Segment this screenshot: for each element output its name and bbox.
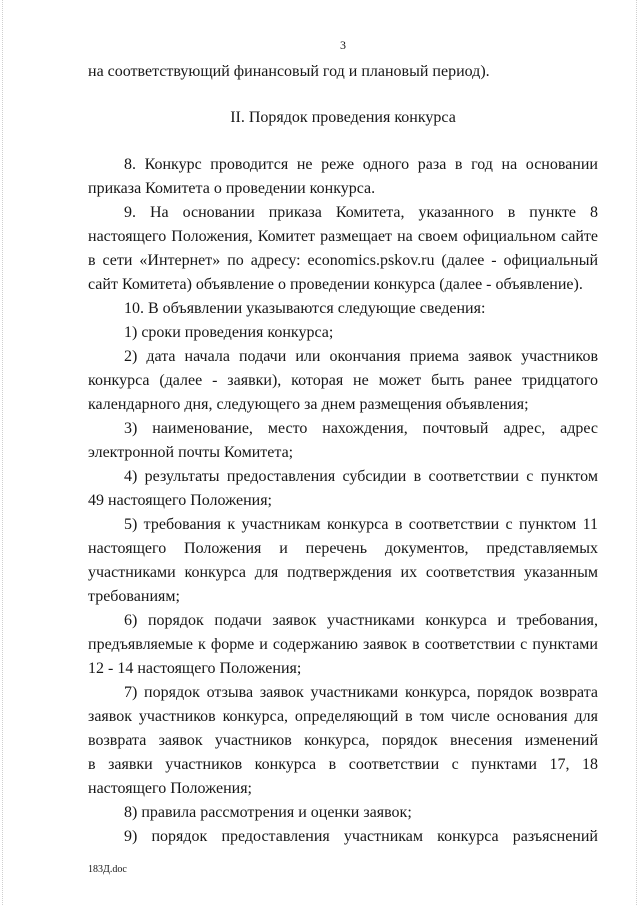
- item-1: [88, 321, 598, 345]
- item-7: [88, 681, 598, 801]
- item-9: [88, 825, 598, 849]
- text-line: настоящего Положения;: [88, 780, 252, 797]
- text-line: 7) порядок отзыва заявок участниками конкурса, порядок возврата: [124, 684, 598, 701]
- text-line: 12 - 14 настоящего Положения;: [88, 660, 302, 677]
- text-line: 9. На основании приказа Комитета, указанного в пункте 8: [124, 204, 598, 221]
- text-line: 9) порядок предоставления участникам конкурса разъяснений: [124, 828, 598, 845]
- item-2: [88, 345, 598, 417]
- text-line: 8) правила рассмотрения и оценки заявок;: [124, 804, 412, 821]
- text-line: электронной почты Комитета;: [88, 444, 294, 461]
- section-heading: II. Порядок проведения конкурса: [230, 109, 456, 126]
- text-line: настоящего Положения, Комитет размещает на своем официальном сайте: [88, 228, 598, 245]
- item-8: [88, 801, 598, 825]
- footer-filename: 183Д.doc: [88, 864, 127, 875]
- text-line: на соответствующий финансовый год и плановый период).: [88, 63, 490, 80]
- text-line: календарного дня, следующего за днем размещения объявления;: [88, 396, 529, 413]
- text-line: в заявки участников конкурса в соответствии с пунктами 17, 18: [88, 756, 598, 773]
- text-line: 8. Конкурс проводится не реже одного раза в год на основании: [124, 156, 598, 173]
- text-line: 5) требования к участникам конкурса в соответствии с пунктом 11: [124, 516, 598, 533]
- scan-edge-right: [636, 0, 637, 905]
- clause-10: [88, 297, 598, 321]
- text-line: возврата заявок участников конкурса, порядок внесения изменений: [88, 732, 598, 749]
- scan-edge-left: [2, 0, 3, 905]
- item-6: [88, 609, 598, 681]
- item-4: [88, 465, 598, 513]
- text-line: участниками конкурса для подтверждения их соответствия указанным: [88, 564, 598, 581]
- text-line: 49 настоящего Положения;: [88, 492, 272, 509]
- text-line: приказа Комитета о проведении конкурса.: [88, 180, 376, 197]
- clause-8: [88, 153, 598, 201]
- text-line: 2) дата начала подачи или окончания приема заявок участников: [124, 348, 598, 365]
- text-line: требованиям;: [88, 588, 180, 605]
- text-line: 1) сроки проведения конкурса;: [124, 324, 334, 341]
- continued-paragraph: [88, 60, 598, 84]
- text-line: сайт Комитета) объявление о проведении конкурса (далее - объявление).: [88, 276, 583, 293]
- text-line: 4) результаты предоставления субсидии в соответствии с пунктом: [124, 468, 598, 485]
- text-line: 10. В объявлении указываются следующие сведения:: [124, 300, 486, 317]
- text-line: предъявляемые к форме и содержанию заявок в соответствии с пунктами: [88, 636, 598, 653]
- item-3: [88, 417, 598, 465]
- text-line: настоящего Положения и перечень документов, представляемых: [88, 540, 598, 557]
- text-line: 6) порядок подачи заявок участниками конкурса и требования,: [124, 612, 598, 629]
- text-line: в сети «Интернет» по адресу: economics.pskov.ru (далее - официальный: [88, 252, 598, 269]
- clause-9: [88, 201, 598, 297]
- text-line: конкурса (далее - заявки), которая не может быть ранее тридцатого: [88, 372, 598, 389]
- item-5: [88, 513, 598, 609]
- text-line: заявок участников конкурса, определяющий в том числе основания для: [88, 708, 598, 725]
- page-number: 3: [340, 38, 346, 52]
- document-body: [88, 60, 598, 849]
- text-line: 3) наименование, место нахождения, почтовый адрес, адрес: [124, 420, 598, 437]
